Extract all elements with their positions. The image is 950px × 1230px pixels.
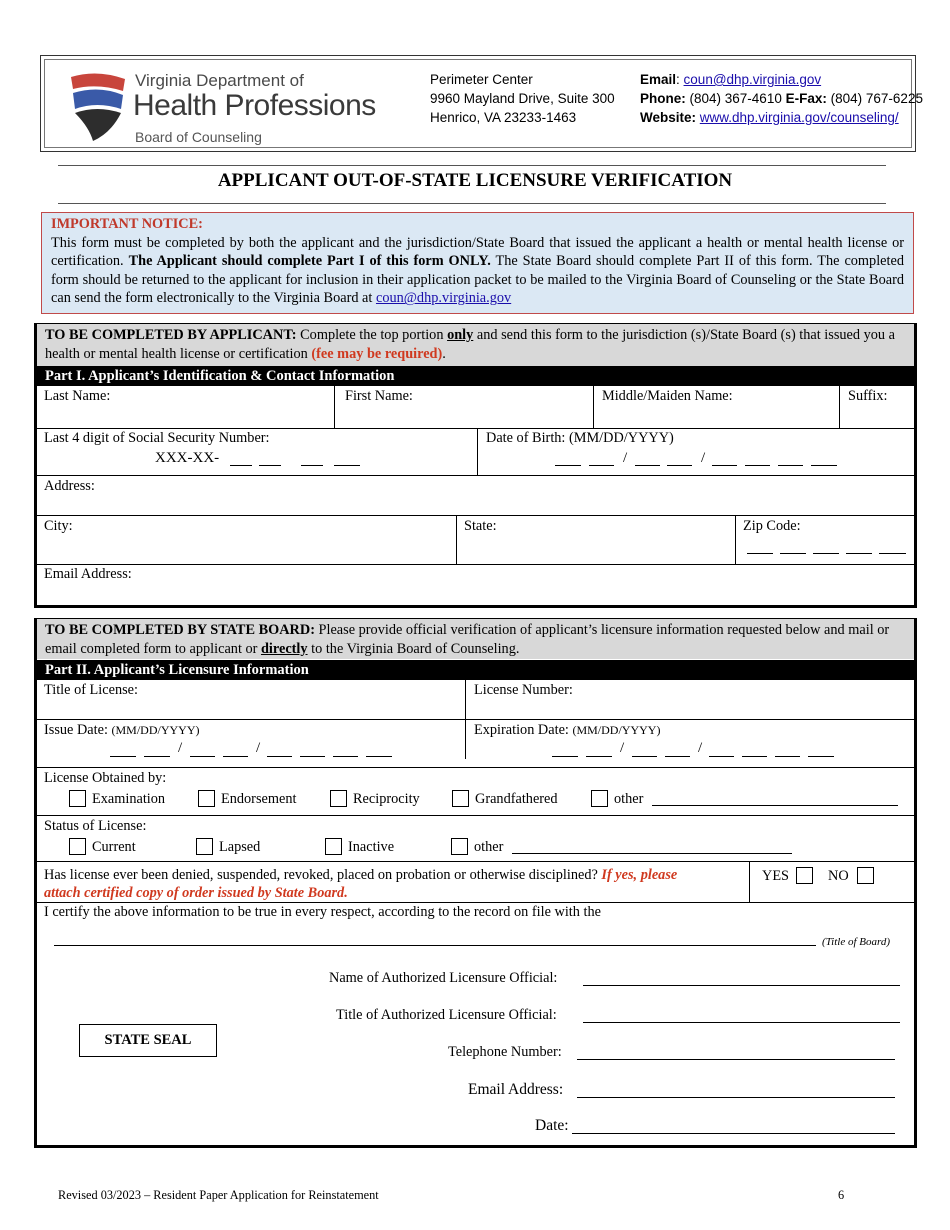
telephone-field[interactable]: [577, 1059, 895, 1060]
exp-slash-1: /: [620, 740, 625, 756]
dob-month-2[interactable]: [589, 465, 614, 466]
notice-text-bold: The Applicant should complete Part I of this form ONLY.: [128, 253, 491, 270]
fee-note: (fee may be required): [311, 345, 443, 362]
address-label: Address:: [44, 478, 95, 494]
checkbox-current[interactable]: [69, 838, 86, 855]
part1-intro-text-2: and send this form to the jurisdiction (s)/State Board (s) that issued you a health or mental health license or certification: [45, 327, 895, 362]
logo-text-agency: Virginia Department of: [135, 71, 304, 90]
logo-swoosh-icon: [67, 71, 129, 143]
option-grandfathered: Grandfathered: [475, 791, 558, 807]
grid-line: [749, 861, 750, 902]
board-website-link[interactable]: www.dhp.virginia.gov/counseling/: [699, 110, 899, 125]
option-reciprocity: Reciprocity: [353, 791, 420, 807]
part2-section: [34, 618, 917, 1148]
date-field[interactable]: [572, 1133, 895, 1134]
issue-slash-2: /: [256, 740, 261, 756]
first-name-label: First Name:: [345, 388, 413, 404]
exp-day-1[interactable]: [632, 756, 657, 757]
issue-year-1[interactable]: [267, 756, 292, 757]
email-label-applicant: Email Address:: [44, 566, 132, 582]
title-of-license-label: Title of License:: [44, 682, 138, 698]
checkbox-examination[interactable]: [69, 790, 86, 807]
grid-line: [37, 719, 917, 720]
address-line-3: Henrico, VA 23233-1463: [430, 110, 577, 125]
grid-line: [37, 815, 917, 816]
dob-year-3[interactable]: [778, 465, 803, 466]
official-title-label: Title of Authorized Licensure Official:: [336, 1007, 557, 1023]
certify-statement: I certify the above information to be true in every respect, according to the record on file with the: [44, 904, 601, 920]
ssn-digit-2[interactable]: [259, 465, 281, 466]
ssn-digit-3[interactable]: [301, 465, 323, 466]
letterhead: [40, 55, 923, 152]
dob-year-4[interactable]: [811, 465, 837, 466]
checkbox-reciprocity[interactable]: [330, 790, 347, 807]
dob-slash-2: /: [701, 450, 706, 466]
option-status-other: other: [474, 839, 504, 855]
notice-text-1: This form must be completed by both the applicant and the jurisdiction/State Board that issued the applicant a health or mental health license or certification.: [51, 234, 904, 270]
issue-day-2[interactable]: [223, 756, 248, 757]
part1-intro: [37, 324, 914, 366]
part2-intro-text: Please provide official verification of applicant’s licensure information requested below and mail or email completed form to applicant or: [45, 622, 890, 657]
checkbox-obtained-other[interactable]: [591, 790, 608, 807]
issue-date-label: [44, 722, 200, 739]
issue-day-1[interactable]: [190, 756, 215, 757]
issue-month-1[interactable]: [110, 756, 136, 757]
option-current: Current: [92, 839, 136, 855]
grid-line: [456, 515, 457, 564]
issue-date-text: Issue Date:: [44, 722, 108, 738]
state-label: State:: [464, 518, 497, 534]
phone-label: Phone:: [640, 91, 686, 106]
website-label: Website:: [640, 110, 697, 125]
zip-digit-2[interactable]: [780, 553, 806, 554]
dob-year-2[interactable]: [745, 465, 770, 466]
part1-intro-bold: TO BE COMPLETED BY APPLICANT:: [45, 327, 297, 343]
exp-year-3[interactable]: [775, 756, 800, 757]
obtained-other-field[interactable]: [652, 805, 898, 806]
grid-line: [839, 386, 840, 428]
option-endorsement: Endorsement: [221, 791, 297, 807]
option-examination: Examination: [92, 791, 166, 807]
part2-bar: Part II. Applicant’s Licensure Information: [37, 660, 914, 680]
footer-revision: Revised 03/2023 – Resident Paper Application for Reinstatement: [58, 1188, 379, 1202]
no-label: NO: [828, 868, 849, 884]
exp-year-4[interactable]: [808, 756, 834, 757]
option-lapsed: Lapsed: [219, 839, 261, 855]
city-label: City:: [44, 518, 73, 534]
option-inactive: Inactive: [348, 839, 395, 855]
telephone-label: Telephone Number:: [448, 1044, 562, 1060]
discipline-note-a: If yes, please: [601, 867, 678, 883]
part1-section: [34, 323, 917, 608]
exp-slash-2: /: [698, 740, 703, 756]
ssn-label: Last 4 digit of Social Security Number:: [44, 430, 270, 446]
option-obtained-other: other: [614, 791, 644, 807]
discipline-note-b: attach certified copy of order issued by State Board.: [44, 885, 348, 901]
dob-day-2[interactable]: [667, 465, 692, 466]
issue-year-3[interactable]: [333, 756, 358, 757]
title-of-board-field[interactable]: [54, 945, 816, 946]
checkbox-inactive[interactable]: [325, 838, 342, 855]
issue-year-2[interactable]: [300, 756, 325, 757]
zip-digit-4[interactable]: [846, 553, 872, 554]
title-of-board-caption: (Title of Board): [822, 936, 891, 948]
zip-label: Zip Code:: [743, 518, 801, 534]
dob-month-1[interactable]: [555, 465, 581, 466]
checkbox-endorsement[interactable]: [198, 790, 215, 807]
form-title: APPLICANT OUT-OF-STATE LICENSURE VERIFICATION: [217, 170, 733, 191]
part1-intro-text: Complete the top portion: [296, 327, 448, 343]
official-email-field[interactable]: [577, 1097, 895, 1098]
notice-text-2: The State Board should complete Part II of this form. The completed form should be returned to the applicant for inclusion in their application packet to be mailed to the Virginia Board of Counseling or the State Board can send the form electronically to the Virginia Board at: [51, 253, 904, 307]
checkbox-yes[interactable]: [796, 867, 813, 884]
expiration-date-label: [474, 722, 660, 739]
discipline-question: [44, 867, 677, 884]
state-seal-box: STATE SEAL: [79, 1024, 217, 1057]
official-email-label: Email Address:: [468, 1081, 564, 1098]
issue-date-format: (MM/DD/YYYY): [111, 723, 200, 737]
email-label: Email: [640, 72, 677, 87]
dhp-logo: [67, 67, 417, 149]
notice-body: [51, 234, 904, 308]
board-email-link[interactable]: coun@dhp.virginia.gov: [683, 72, 822, 87]
expiration-date-text: Expiration Date:: [474, 722, 569, 738]
issue-month-2[interactable]: [144, 756, 170, 757]
address-line-1: Perimeter Center: [430, 72, 533, 87]
exp-month-1[interactable]: [552, 756, 578, 757]
dob-slash-1: /: [623, 450, 628, 466]
part2-intro-directly: directly: [260, 640, 308, 657]
grid-line: [37, 475, 917, 476]
notice-heading: IMPORTANT NOTICE:: [51, 216, 203, 232]
license-number-label: License Number:: [474, 682, 573, 698]
dob-label: Date of Birth: (MM/DD/YYYY): [486, 430, 674, 446]
issue-year-4[interactable]: [366, 756, 392, 757]
notice-email-link[interactable]: coun@dhp.virginia.gov: [375, 290, 512, 307]
part1-intro-end: .: [442, 345, 446, 362]
exp-year-1[interactable]: [709, 756, 734, 757]
issue-slash-1: /: [178, 740, 183, 756]
exp-day-2[interactable]: [665, 756, 690, 757]
part2-intro: [37, 619, 914, 659]
ssn-digit-4[interactable]: [334, 465, 360, 466]
exp-month-2[interactable]: [586, 756, 612, 757]
official-name-label: Name of Authorized Licensure Official:: [329, 970, 558, 986]
page-number: 6: [838, 1188, 845, 1202]
middle-name-label: Middle/Maiden Name:: [602, 388, 733, 404]
part1-intro-only: only: [447, 327, 474, 343]
ssn-prefix: XXX-XX-: [155, 450, 220, 466]
board-efax: (804) 767-6225: [830, 91, 923, 106]
exp-year-2[interactable]: [742, 756, 767, 757]
discipline-question-text: Has license ever been denied, suspended, revoked, placed on probation or otherwise disciplined?: [44, 867, 598, 883]
board-address: [430, 70, 615, 127]
obtained-by-label: License Obtained by:: [44, 770, 167, 786]
zip-digit-5[interactable]: [879, 553, 906, 554]
logo-text-health-professions: Health Professions: [133, 89, 376, 122]
part1-bar: Part I. Applicant’s Identification & Contact Information: [37, 366, 914, 386]
letterhead-inner-border: [44, 59, 923, 148]
status-label: Status of License:: [44, 818, 147, 834]
official-name-field[interactable]: [583, 985, 900, 986]
title-rule-top: [58, 165, 886, 166]
grid-line: [37, 902, 917, 903]
ssn-digit-1[interactable]: [230, 465, 252, 466]
grid-line: [593, 386, 594, 428]
grid-line: [37, 515, 917, 516]
expiration-date-format: (MM/DD/YYYY): [572, 723, 661, 737]
dob-day-1[interactable]: [635, 465, 660, 466]
part2-intro-bold: TO BE COMPLETED BY STATE BOARD:: [45, 622, 315, 638]
checkbox-no[interactable]: [857, 867, 874, 884]
efax-label: E-Fax:: [785, 91, 827, 106]
grid-line: [735, 515, 736, 564]
grid-line: [37, 861, 917, 862]
last-name-label: Last Name:: [44, 388, 111, 404]
official-title-field[interactable]: [583, 1022, 900, 1023]
checkbox-status-other[interactable]: [451, 838, 468, 855]
date-label: Date:: [535, 1117, 569, 1134]
checkbox-grandfathered[interactable]: [452, 790, 469, 807]
part2-intro-text-2: to the Virginia Board of Counseling.: [307, 640, 520, 657]
dob-year-1[interactable]: [712, 465, 737, 466]
board-phone: (804) 367-4610: [689, 91, 782, 106]
zip-digit-3[interactable]: [813, 553, 839, 554]
address-line-2: 9960 Mayland Drive, Suite 300: [430, 91, 615, 106]
yes-label: YES: [762, 868, 790, 884]
status-other-field[interactable]: [512, 853, 792, 854]
important-notice: [41, 212, 914, 314]
suffix-label: Suffix:: [848, 388, 888, 404]
logo-text-board: Board of Counseling: [135, 129, 262, 145]
grid-line: [477, 428, 478, 475]
grid-line: [37, 564, 917, 565]
board-contact: Email: coun@dhp.virginia.gov Phone: (804) 367-4610 E-Fax: (804) 767-6225 Website: www.dhp.virginia.gov/counseling/: [640, 72, 923, 125]
grid-line: [334, 386, 335, 428]
title-rule-bottom: [58, 203, 886, 204]
grid-line: [37, 767, 917, 768]
zip-digit-1[interactable]: [747, 553, 773, 554]
checkbox-lapsed[interactable]: [196, 838, 213, 855]
